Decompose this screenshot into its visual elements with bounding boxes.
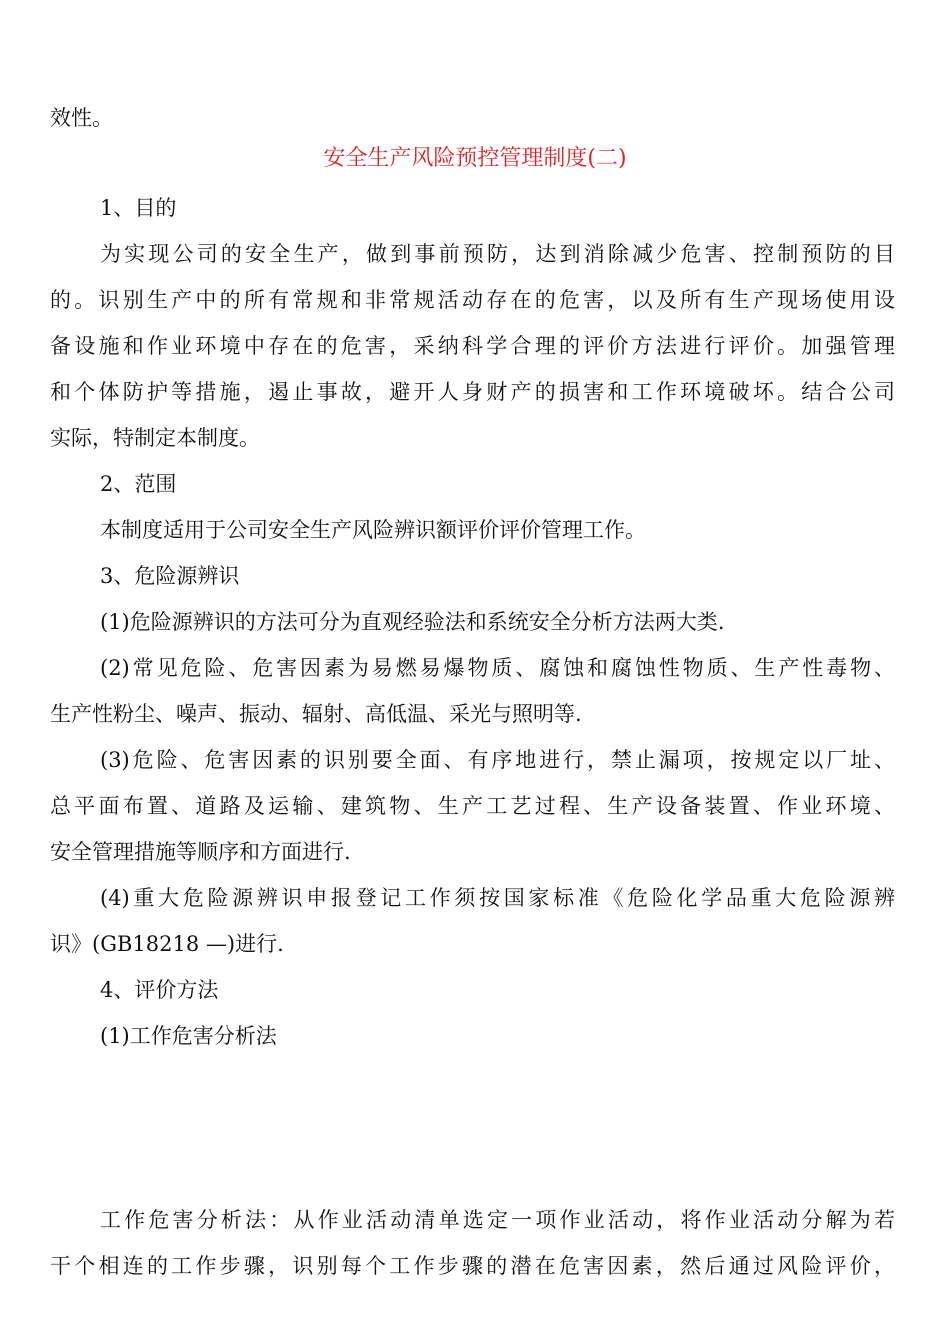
section-3-item-2-line-2: 生产性粉尘、噪声、振动、辐射、高低温、采光与照明等. — [50, 702, 582, 726]
section-3-item-4-line-1: (4)重大危险源辨识申报登记工作须按国家标准《危险化学品重大危险源辨 — [100, 886, 895, 910]
document-title: 安全生产风险预控管理制度(二) — [323, 146, 627, 171]
section-1-para-line-3: 备设施和作业环境中存在的危害，采纳科学合理的评价方法进行评价。加强管理 — [50, 334, 895, 358]
section-3-item-3-line-3: 安全管理措施等顺序和方面进行. — [50, 840, 351, 864]
section-4-item-1: (1)工作危害分析法 — [100, 1024, 277, 1048]
section-3-item-2-line-1: (2)常见危险、危害因素为易燃易爆物质、腐蚀和腐蚀性物质、生产性毒物、 — [100, 656, 895, 680]
section-1-para-line-5: 实际，特制定本制度。 — [50, 426, 260, 450]
section-4-para-line-1: 工作危害分析法：从作业活动清单选定一项作业活动，将作业活动分解为若 — [100, 1208, 895, 1232]
section-1-para-line-4: 和个体防护等措施，遏止事故，避开人身财产的损害和工作环境破坏。结合公司 — [50, 380, 895, 404]
section-3-item-3-line-2: 总平面布置、道路及运输、建筑物、生产工艺过程、生产设备装置、作业环境、 — [50, 794, 895, 818]
section-1-para-line-2: 的。识别生产中的所有常规和非常规活动存在的危害，以及所有生产现场使用设 — [50, 288, 895, 312]
section-3-item-4-line-2: 识》(GB18218 —)进行. — [50, 932, 284, 956]
section-3-item-1: (1)危险源辨识的方法可分为直观经验法和系统安全分析方法两大类. — [100, 610, 725, 634]
section-3-heading: 3、危险源辨识 — [100, 564, 240, 588]
continuation-text: 效性。 — [50, 106, 113, 130]
section-2-heading: 2、范围 — [100, 472, 177, 496]
section-3-item-3-line-1: (3)危险、危害因素的识别要全面、有序地进行，禁止漏项，按规定以厂址、 — [100, 748, 895, 772]
section-4-heading: 4、评价方法 — [100, 978, 219, 1002]
section-4-para-line-2: 干个相连的工作步骤，识别每个工作步骤的潜在危害因素，然后通过风险评价， — [50, 1254, 895, 1278]
section-1-heading: 1、目的 — [100, 196, 177, 220]
section-2-para: 本制度适用于公司安全生产风险辨识额评价评价管理工作。 — [100, 518, 646, 542]
section-1-para-line-1: 为实现公司的安全生产，做到事前预防，达到消除减少危害、控制预防的目 — [100, 242, 895, 266]
